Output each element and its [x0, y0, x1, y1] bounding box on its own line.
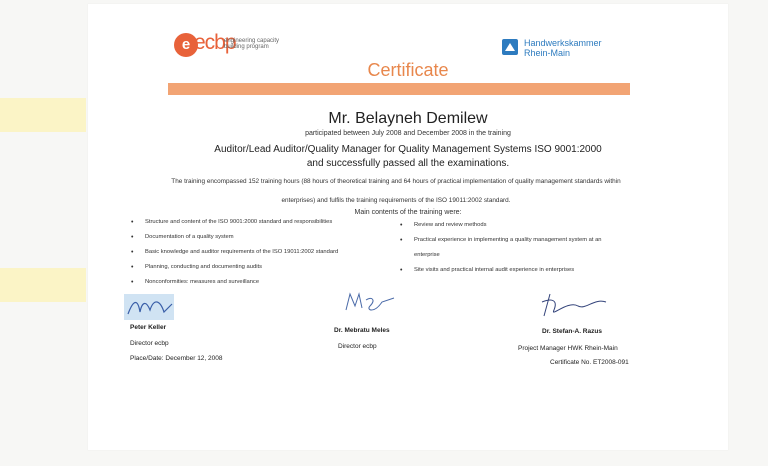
hwk-logo-icon: [501, 38, 519, 56]
signatory-name: Dr. Stefan-A. Razus: [542, 328, 602, 335]
certificate-number: Certificate No. ET2008-091: [550, 359, 629, 366]
signatory-role: Director ecbp: [338, 343, 377, 350]
hwk-name-line1: Handwerkskammer: [524, 38, 602, 48]
signature-meles: [342, 288, 398, 322]
signatory-name: Peter Keller: [130, 324, 167, 331]
place-date: Place/Date: December 12, 2008: [130, 355, 223, 362]
description-line2: enterprises) and fulfils the training requirements of the ISO 19011:2002 standard.: [281, 197, 511, 204]
certificate-title: Certificate: [367, 60, 449, 80]
list-item: • Nonconformities: measures and surveillance: [145, 279, 259, 285]
course-title: Auditor/Lead Auditor/Quality Manager for Quality Management Systems ISO 9001:2000: [214, 144, 602, 155]
ecbp-tagline-line2: building program: [224, 44, 269, 50]
signature-keller: [124, 292, 176, 322]
description-line1: The training encompassed 152 training hours (88 hours of theoretical training and 64 hours of practical implementation of quality management standards within: [171, 178, 621, 185]
list-item: • Practical experience in implementing a quality management system at an: [414, 237, 602, 243]
signatory-name: Dr. Mebratu Meles: [334, 327, 390, 334]
left-sticky-tab-bottom: [0, 268, 86, 302]
ecbp-tagline: [224, 38, 294, 50]
list-item: • Structure and content of the ISO 9001:2000 standard and responsibilities: [145, 219, 332, 225]
list-item: • Planning, conducting and documenting audits: [145, 264, 262, 270]
participation-line: participated between July 2008 and December 2008 in the training: [305, 130, 511, 137]
hwk-name-line2: Rhein-Main: [524, 48, 571, 58]
list-item: • Site visits and practical internal audit experience in enterprises: [414, 267, 574, 273]
contents-heading: Main contents of the training were:: [354, 209, 462, 216]
passed-line: and successfully passed all the examinations.: [306, 158, 510, 169]
ecbp-logo-icon: e: [174, 33, 198, 57]
recipient-name: Mr. Belayneh Demilew: [328, 110, 488, 127]
signatory-role: Project Manager HWK Rhein-Main: [518, 345, 618, 352]
list-item-continuation: enterprise: [414, 252, 440, 258]
signature-razus: [538, 288, 610, 322]
title-bar: [168, 83, 630, 95]
list-item: • Basic knowledge and auditor requirements of the ISO 19011:2002 standard: [145, 249, 338, 255]
ecbp-logo-text: ecbp: [194, 31, 236, 54]
certificate-page: [88, 4, 728, 450]
ecbp-tagline-line1: engineering capacity: [224, 38, 280, 44]
signatory-role: Director ecbp: [130, 340, 169, 347]
list-item: • Review and review methods: [414, 222, 487, 228]
training-description: [136, 172, 656, 210]
hwk-name: [524, 38, 644, 58]
list-item: • Documentation of a quality system: [145, 234, 234, 240]
left-sticky-tab-top: [0, 98, 86, 132]
